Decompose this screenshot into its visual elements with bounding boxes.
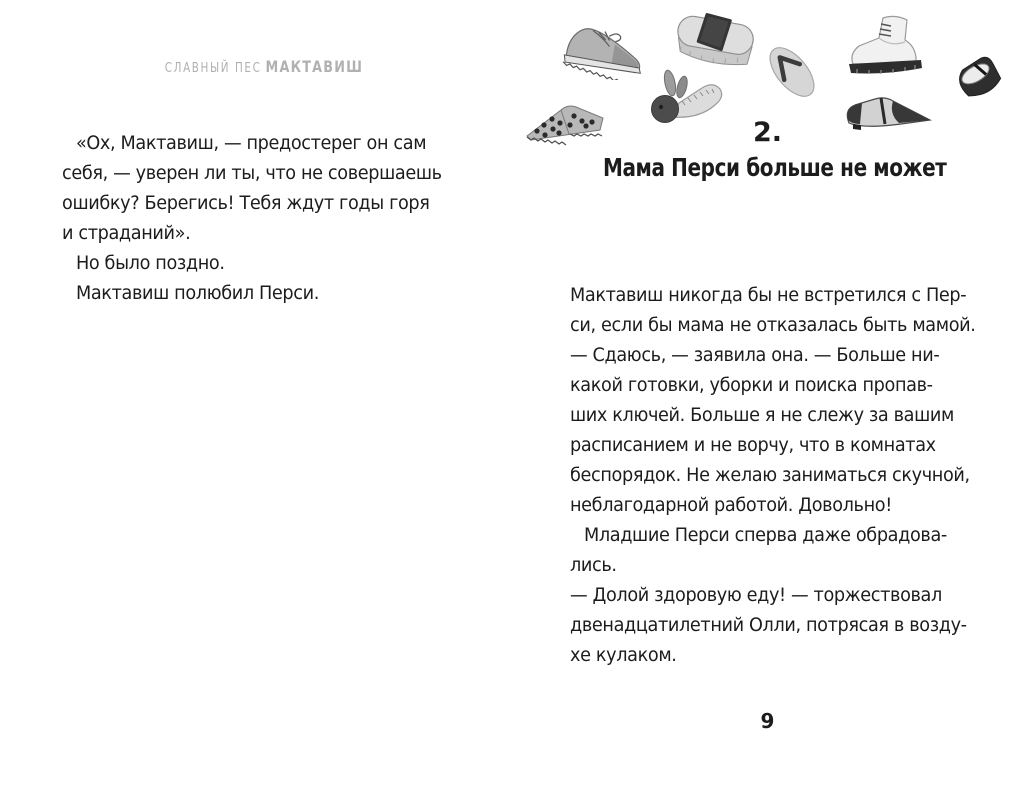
- chapter-number: 2.: [752, 117, 783, 148]
- left-page-text: [62, 128, 442, 308]
- text-line: двенадцатилетний Олли, потрясая в возду-: [570, 614, 967, 636]
- text-line: си, если бы мама не отказалась быть мамой.: [570, 314, 976, 336]
- chapter-title: Мама Перси больше не может: [602, 153, 947, 182]
- ankle-boot-illustration: [843, 12, 928, 80]
- slide-sandal-illustration: [666, 12, 761, 76]
- text-line: Мактавиш полюбил Перси.: [75, 282, 319, 304]
- sneaker-illustration: [556, 18, 656, 80]
- text-line: Но было поздно.: [75, 252, 225, 274]
- running-header-series: СЛАВНЫЙ ПЕС: [164, 61, 262, 76]
- text-line: хе кулаком.: [570, 644, 677, 666]
- text-line: ошибку? Берегись! Тебя ждут годы горя: [62, 192, 430, 214]
- text-line: ших ключей. Больше я не слежу за вашим: [570, 404, 954, 426]
- text-line: неблагодарной работой. Довольно!: [570, 494, 892, 516]
- flip-flop-illustration: [753, 40, 831, 104]
- small-mary-jane-illustration: [950, 48, 1010, 108]
- text-line: — Долой здоровую еду! — торжествовал: [570, 584, 942, 606]
- right-page-text: [570, 280, 976, 670]
- text-line: лись.: [570, 554, 617, 576]
- text-line: Младшие Перси сперва даже обрадова-: [583, 524, 947, 546]
- text-line: беспорядок. Не желаю заниматься скучной,: [570, 464, 970, 486]
- text-line: какой готовки, уборки и поиска пропав-: [570, 374, 933, 396]
- page-number: 9: [760, 709, 775, 733]
- text-line: Мактавиш никогда бы не встретился с Пер-: [570, 284, 967, 306]
- text-line: — Сдаюсь, — заявила она. — Больше ни-: [570, 344, 940, 366]
- text-line: себя, — уверен ли ты, что не совершаешь: [62, 162, 442, 184]
- text-line: расписанием и не ворчу, что в комнатах: [570, 434, 936, 456]
- text-line: и страданий».: [62, 222, 191, 244]
- running-header: [80, 57, 448, 76]
- text-line: «Ох, Мактавиш, — предостерег он сам: [75, 132, 427, 154]
- running-header-book-title: МАКТАВИШ: [265, 57, 364, 76]
